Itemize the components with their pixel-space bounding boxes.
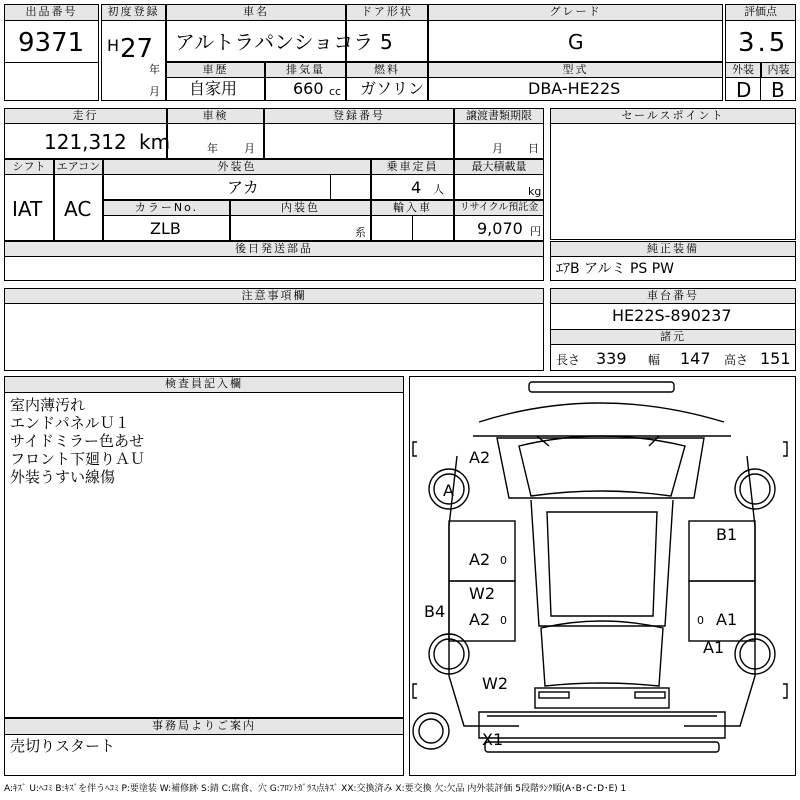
sales-point-box xyxy=(550,108,796,240)
car-diagram xyxy=(409,376,796,776)
genuine-equip-header: 純正装備 xyxy=(550,241,796,257)
genuine-equip-value: ｴｱB アルミ PS PW xyxy=(556,261,675,277)
aircon-value: AC xyxy=(64,197,92,221)
mark-front-tire: A xyxy=(443,481,454,500)
history-value: 自家用 xyxy=(189,79,238,98)
max-load-unit: kg xyxy=(528,185,542,198)
recycle-unit: 円 xyxy=(530,225,541,238)
mark-left-front-door: A2 xyxy=(469,550,491,569)
exterior-grade: D xyxy=(736,78,752,102)
height-value: 151 xyxy=(760,349,791,368)
length-label: 長さ xyxy=(556,353,581,367)
car-name-header: 車名 xyxy=(166,4,346,21)
mark-front-left-top: A2 xyxy=(469,448,491,467)
inspector-note: 室内薄汚れ xyxy=(10,396,86,414)
mark-left-rear-door: A2 xyxy=(469,610,491,629)
ext-color-header: 外装色 xyxy=(103,159,371,175)
dimensions-header: 諸元 xyxy=(550,329,796,345)
mark-left-front-door-small: 0 xyxy=(500,554,507,567)
grade-header: グレード xyxy=(428,4,723,21)
interior-header: 内装 xyxy=(761,62,796,78)
inspector-notes-list xyxy=(10,396,145,486)
ext-color-value: アカ xyxy=(227,178,259,197)
color-no-value: ZLB xyxy=(150,219,181,238)
transfer-day-unit: 日 xyxy=(528,142,539,155)
aircon-header: エアコン xyxy=(54,159,103,175)
int-color-unit: 系 xyxy=(355,226,366,239)
width-label: 幅 xyxy=(648,353,661,367)
inspector-note: サイドミラー色あせ xyxy=(10,432,144,450)
cc-unit: cc xyxy=(329,85,342,98)
mileage-unit: km xyxy=(139,130,171,154)
shift-header: シフト xyxy=(4,159,54,175)
mark-left-pillar: W2 xyxy=(469,584,495,603)
lot-number-value: 9371 xyxy=(18,28,85,58)
caution-header: 注意事項欄 xyxy=(4,288,544,304)
transfer-month-unit: 月 xyxy=(492,142,503,155)
era-value: H xyxy=(107,36,120,55)
registration-header: 登録番号 xyxy=(264,108,454,124)
shift-value: IAT xyxy=(12,197,43,221)
door-header: ドア形状 xyxy=(346,4,428,21)
mileage-header: 走行 xyxy=(4,108,167,124)
inspector-note: エンドパネルＵ１ xyxy=(10,414,130,432)
later-parts-header: 後日発送部品 xyxy=(4,241,544,257)
int-color-header: 内装色 xyxy=(230,200,371,216)
interior-grade: B xyxy=(771,78,785,102)
mark-right-front: B1 xyxy=(716,525,738,544)
year-unit: 年 xyxy=(149,63,160,76)
recycle-value: 9,070 xyxy=(477,219,523,238)
first-reg-header: 初度登録 xyxy=(101,4,166,21)
history-header: 車歴 xyxy=(166,62,265,78)
recycle-header: リサイクル預託金 xyxy=(454,200,544,216)
inspector-note: 外装うすい線傷 xyxy=(10,468,116,486)
mark-left-rear-small: 0 xyxy=(500,614,507,627)
score-value: 3.5 xyxy=(738,28,789,58)
mark-left-side: B4 xyxy=(424,602,446,621)
capacity-unit: 人 xyxy=(433,183,444,196)
import-header: 輸入車 xyxy=(371,200,454,216)
mileage-value: 121,312 xyxy=(44,130,127,154)
inspector-header: 検査員記入欄 xyxy=(4,376,404,393)
mark-right-rear-small: 0 xyxy=(697,614,704,627)
mark-rear-glass: W2 xyxy=(482,674,508,693)
exterior-header: 外装 xyxy=(725,62,761,78)
door-value: 5 xyxy=(380,30,393,54)
length-value: 339 xyxy=(596,349,627,368)
score-header: 評価点 xyxy=(725,4,796,21)
chassis-header: 車台番号 xyxy=(550,288,796,304)
capacity-header: 乗車定員 xyxy=(371,159,454,175)
inspection-year-unit: 年 xyxy=(207,142,218,155)
mark-right-rear: A1 xyxy=(716,610,738,629)
displacement-header: 排気量 xyxy=(265,62,346,78)
year-value: 27 xyxy=(120,34,154,64)
displacement-value: 660 xyxy=(293,79,324,98)
office-header: 事務局よりご案内 xyxy=(4,718,404,735)
model-value: DBA-HE22S xyxy=(528,79,621,98)
capacity-value: 4 xyxy=(411,178,422,197)
car-name-value: アルトラパンショコラ xyxy=(175,30,374,54)
fuel-header: 燃料 xyxy=(346,62,428,78)
fuel-value: ガソリン xyxy=(360,79,425,98)
transfer-header: 譲渡書類期限 xyxy=(454,108,544,124)
month-unit: 月 xyxy=(149,85,160,98)
max-load-header: 最大積載量 xyxy=(454,159,544,175)
inspection-header: 車検 xyxy=(167,108,264,124)
office-notice-value: 売切りスタート xyxy=(10,737,116,755)
model-header: 型式 xyxy=(428,62,723,78)
legend-footer: A:ｷｽﾞ U:ﾍｺﾐ B:ｷｽﾞを伴うﾍｺﾐ P:要塗装 W:補修跡 S:錆 C:腐食、穴 G:ﾌﾛﾝﾄｶﾞﾗｽ点ｷｽﾞ XX:交換済み X:要交換 欠:欠品 内外装評価 5段階ﾗﾝｸ順(A･B･C･D･E) 1 xyxy=(4,784,627,794)
mark-rear-bumper: X1 xyxy=(482,730,504,749)
mark-right-rear-fender: A1 xyxy=(703,638,725,657)
width-value: 147 xyxy=(680,349,711,368)
height-label: 高さ xyxy=(724,353,749,367)
color-no-header: カラーNo. xyxy=(103,200,230,216)
grade-value: G xyxy=(568,30,584,54)
lot-number-header: 出品番号 xyxy=(4,4,99,21)
inspector-note: フロント下廻りＡＵ xyxy=(10,450,146,468)
sales-point-header: セールスポイント xyxy=(550,108,796,124)
chassis-value: HE22S-890237 xyxy=(612,306,732,325)
inspection-month-unit: 月 xyxy=(244,142,255,155)
